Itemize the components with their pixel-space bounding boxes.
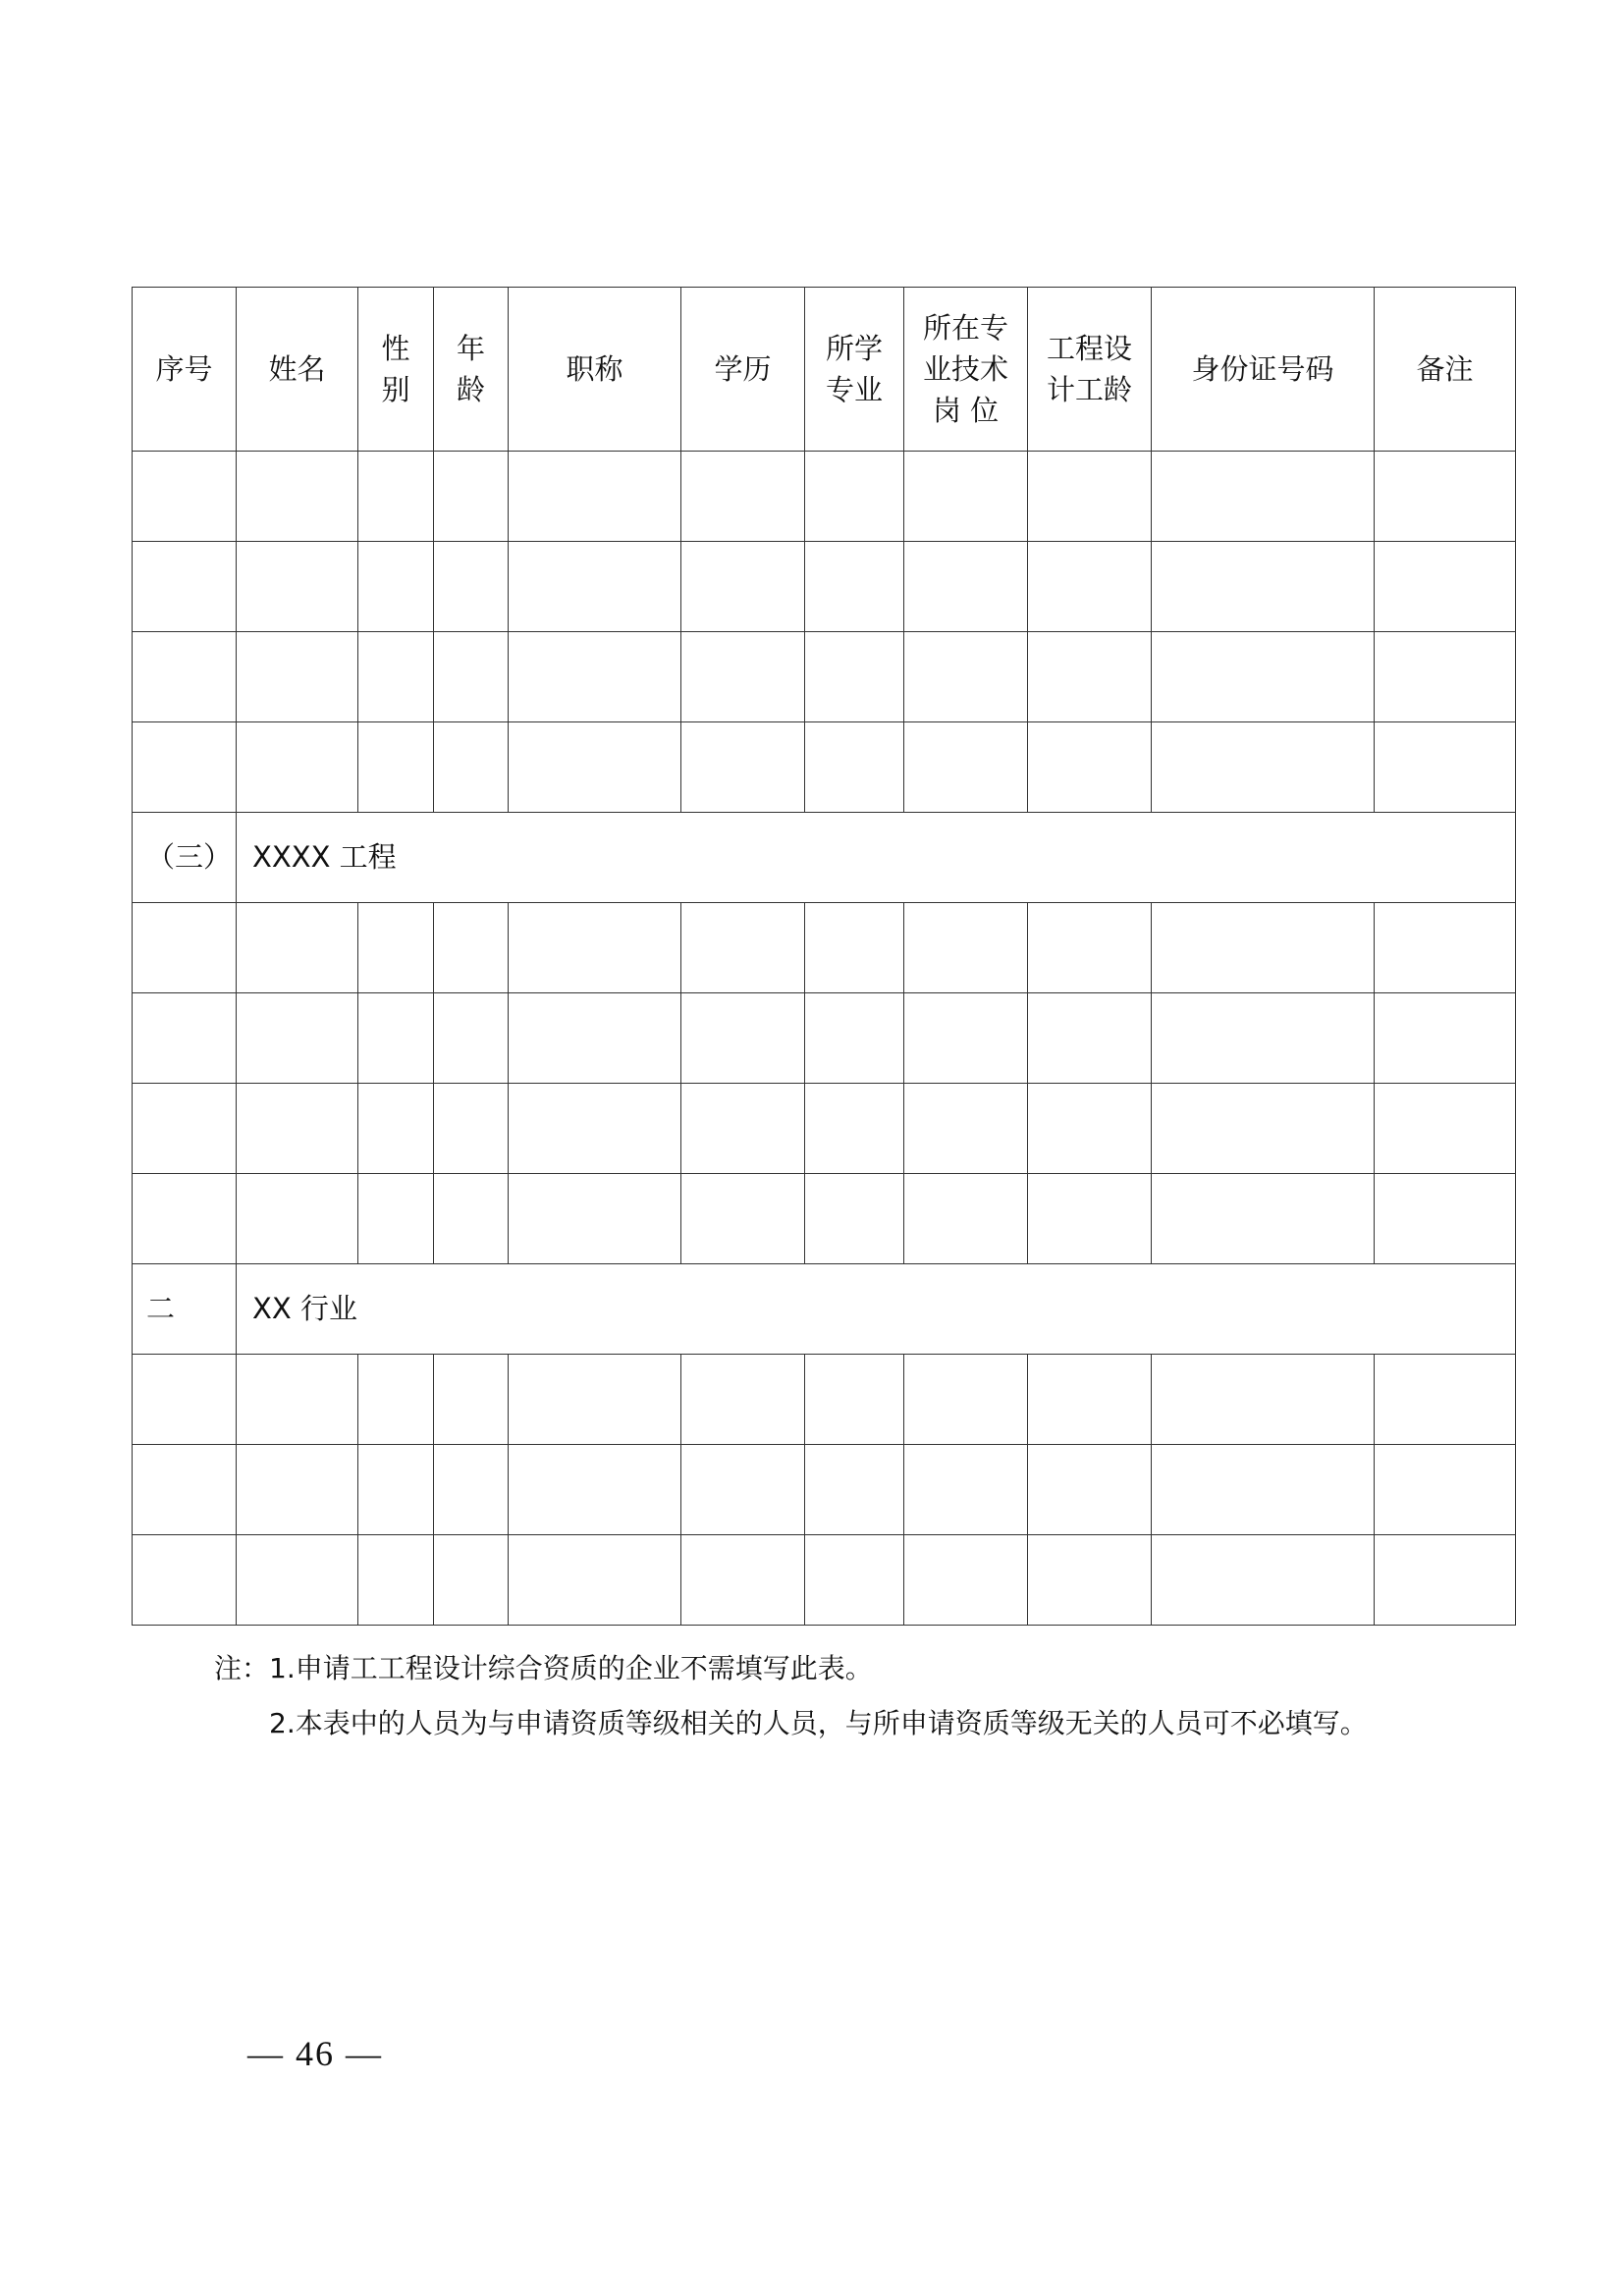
table-cell[interactable] [805,993,904,1084]
table-cell[interactable] [1152,1174,1375,1264]
table-row [133,1084,1516,1174]
personnel-table [132,287,1516,1626]
table-cell[interactable] [805,722,904,813]
table-cell[interactable] [358,1535,434,1626]
table-body [133,288,1516,1626]
table-cell[interactable] [1028,542,1152,632]
table-cell[interactable] [237,1355,358,1445]
table-cell[interactable] [1152,903,1375,993]
table-cell[interactable] [133,903,237,993]
table-cell[interactable] [434,1174,509,1264]
table-cell[interactable] [133,1174,237,1264]
table-row [133,1535,1516,1626]
table-cell[interactable] [681,452,805,542]
table-cell[interactable] [1028,1174,1152,1264]
table-cell[interactable] [434,722,509,813]
table-cell[interactable] [805,542,904,632]
table-cell[interactable] [133,452,237,542]
table-cell[interactable] [1028,1084,1152,1174]
footnote-2: 2.本表中的人员为与申请资质等级相关的人员，与所申请资质等级无关的人员可不必填写。 [269,1707,1368,1739]
table-cell[interactable] [434,903,509,993]
header-cell-remarks: 备注 [1375,288,1516,452]
table-row [133,1355,1516,1445]
table-cell[interactable] [1152,452,1375,542]
section-row [133,813,1516,903]
table-row [133,1445,1516,1535]
table-cell[interactable] [805,1445,904,1535]
header-cell-major: 所学 专业 [805,288,904,452]
table-cell[interactable] [681,1084,805,1174]
table-cell[interactable] [1152,1535,1375,1626]
table-cell[interactable] [1375,993,1516,1084]
table-cell[interactable] [904,452,1028,542]
table-cell[interactable] [358,1445,434,1535]
table-cell[interactable] [1152,1445,1375,1535]
table-cell[interactable] [805,1174,904,1264]
table-cell[interactable] [133,1084,237,1174]
table-cell[interactable] [133,632,237,722]
table-cell[interactable] [434,1535,509,1626]
table-cell[interactable] [358,903,434,993]
table-cell[interactable] [434,1445,509,1535]
table-cell[interactable] [509,1084,681,1174]
table-cell[interactable] [237,452,358,542]
table-cell[interactable] [681,722,805,813]
table-cell[interactable] [1028,452,1152,542]
table-cell[interactable] [1028,1535,1152,1626]
page-number: — 46 — [247,2034,383,2073]
table-cell[interactable] [1028,903,1152,993]
table-cell[interactable] [805,1535,904,1626]
footnotes [214,1641,1368,1751]
table-cell[interactable] [1152,542,1375,632]
table-cell[interactable] [1375,722,1516,813]
table-cell[interactable] [434,1084,509,1174]
table-cell[interactable] [1028,632,1152,722]
table-cell[interactable] [681,1445,805,1535]
table-cell[interactable] [904,1355,1028,1445]
table-cell[interactable] [904,1084,1028,1174]
table-cell[interactable] [1152,632,1375,722]
table-cell[interactable] [681,993,805,1084]
table-cell[interactable] [1028,722,1152,813]
table-cell[interactable] [805,1355,904,1445]
table-cell[interactable] [1375,1174,1516,1264]
table-cell[interactable] [509,1174,681,1264]
table-cell[interactable] [358,542,434,632]
table-cell[interactable] [133,1445,237,1535]
table-cell[interactable] [1375,452,1516,542]
header-cell-education: 学历 [681,288,805,452]
table-cell[interactable] [434,993,509,1084]
table-cell[interactable] [133,542,237,632]
table-cell[interactable] [358,632,434,722]
table-cell[interactable] [358,993,434,1084]
table-cell[interactable] [358,1355,434,1445]
table-cell[interactable] [805,452,904,542]
table-cell[interactable] [509,1445,681,1535]
table-cell[interactable] [434,542,509,632]
footnote-1: 注：1.申请工工程设计综合资质的企业不需填写此表。 [214,1652,873,1684]
table-cell[interactable] [509,452,681,542]
table-cell[interactable] [904,632,1028,722]
table-cell[interactable] [237,993,358,1084]
table-cell[interactable] [1375,1084,1516,1174]
table-cell[interactable] [1028,1445,1152,1535]
header-cell-age: 年 龄 [434,288,509,452]
table-cell[interactable] [1375,632,1516,722]
table-cell[interactable] [1375,1535,1516,1626]
table-cell[interactable] [133,722,237,813]
table-row [133,1174,1516,1264]
header-cell-title: 职称 [509,288,681,452]
table-row [133,722,1516,813]
table-cell[interactable] [1152,722,1375,813]
table-row [133,993,1516,1084]
header-row [133,288,1516,452]
header-cell-name: 姓名 [237,288,358,452]
table-cell[interactable] [904,722,1028,813]
table-cell[interactable] [434,1355,509,1445]
table-cell[interactable] [681,632,805,722]
header-cell-gender: 性 别 [358,288,434,452]
table-cell[interactable] [509,1535,681,1626]
table-cell[interactable] [904,1174,1028,1264]
table-cell[interactable] [1152,993,1375,1084]
table-cell[interactable] [434,452,509,542]
table-cell[interactable] [509,903,681,993]
table-cell[interactable] [133,993,237,1084]
section-row [133,1264,1516,1355]
table-cell[interactable] [1375,1445,1516,1535]
table-cell[interactable] [509,542,681,632]
table-cell[interactable] [237,903,358,993]
table-cell[interactable] [681,1174,805,1264]
table-cell[interactable] [133,1355,237,1445]
table-cell[interactable] [358,722,434,813]
table-cell[interactable] [1375,542,1516,632]
table-cell[interactable] [1152,1355,1375,1445]
table-cell[interactable] [133,1535,237,1626]
table-cell[interactable] [237,1084,358,1174]
table-cell[interactable] [681,542,805,632]
section-title: XX 行业 [237,1264,1516,1355]
table-cell[interactable] [358,1084,434,1174]
table-cell[interactable] [805,1084,904,1174]
table-cell[interactable] [805,903,904,993]
table-cell[interactable] [681,1355,805,1445]
table-cell[interactable] [509,1355,681,1445]
table-cell[interactable] [358,1174,434,1264]
table-cell[interactable] [904,542,1028,632]
header-cell-position: 所在专 业技术 岗 位 [904,288,1028,452]
table-cell[interactable] [904,903,1028,993]
section-number: （三） [133,813,237,903]
header-cell-experience: 工程设 计工龄 [1028,288,1152,452]
table-cell[interactable] [237,722,358,813]
section-title: XXXX 工程 [237,813,1516,903]
table-cell[interactable] [805,632,904,722]
table-cell[interactable] [1152,1084,1375,1174]
table-cell[interactable] [1028,993,1152,1084]
table-cell[interactable] [434,632,509,722]
table-cell[interactable] [237,1535,358,1626]
table-cell[interactable] [237,1174,358,1264]
header-cell-id-number: 身份证号码 [1152,288,1375,452]
table-cell[interactable] [509,632,681,722]
table-cell[interactable] [1375,1355,1516,1445]
table-cell[interactable] [237,1445,358,1535]
table-cell[interactable] [237,632,358,722]
table-cell[interactable] [904,1445,1028,1535]
table-row [133,452,1516,542]
table-cell[interactable] [1375,903,1516,993]
table-cell[interactable] [904,993,1028,1084]
table-cell[interactable] [509,993,681,1084]
table-row [133,542,1516,632]
table-cell[interactable] [681,1535,805,1626]
table-cell[interactable] [1028,1355,1152,1445]
table-cell[interactable] [904,1535,1028,1626]
table-cell[interactable] [509,722,681,813]
table-cell[interactable] [237,542,358,632]
table-cell[interactable] [358,452,434,542]
section-number: 二 [133,1264,237,1355]
table-row [133,903,1516,993]
header-cell-serial: 序号 [133,288,237,452]
table-cell[interactable] [681,903,805,993]
table-row [133,632,1516,722]
